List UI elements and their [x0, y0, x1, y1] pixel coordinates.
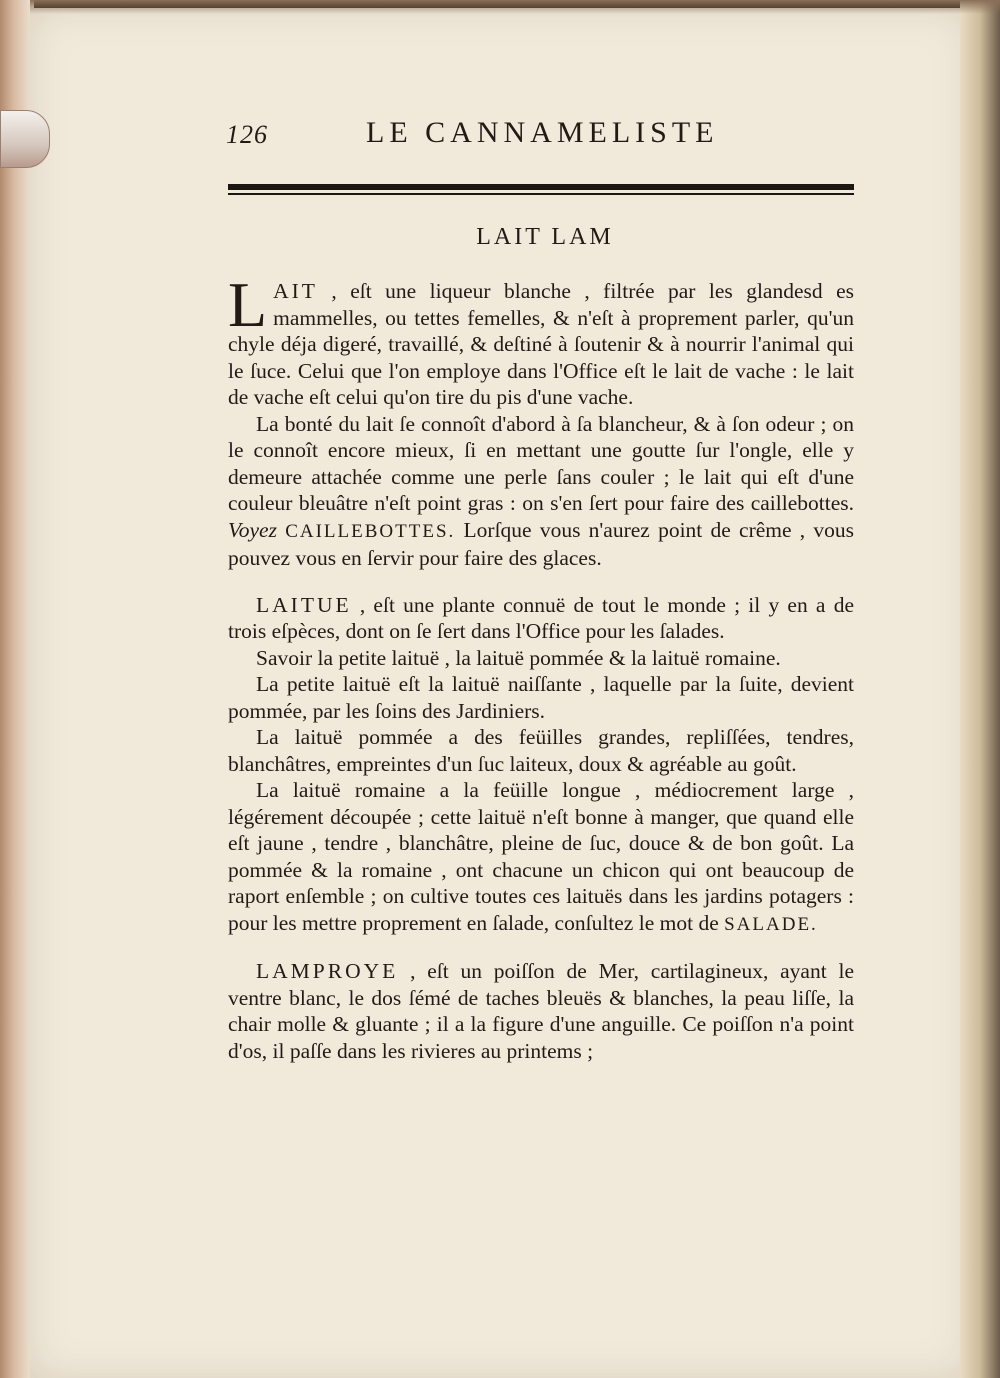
right-page-edge — [960, 0, 1000, 1378]
entry-separator — [228, 938, 854, 958]
book-title: LE CANNAMELISTE — [366, 116, 719, 149]
top-binding-shadow — [30, 0, 1000, 14]
entry-lait-text-2b: Lorſque vous n'aurez point de crême , vous pouvez vous en ſervir pour faire des glaces. — [228, 517, 855, 570]
entry-separator — [228, 572, 854, 592]
entry-laitue-text-1: , eſt une plante connuë de tout le monde ; il y en a de trois eſpèces, dont on ſe ſert dans l'Office pour les ſalades. — [228, 592, 854, 643]
left-page-edge — [0, 0, 34, 1378]
entry-lamproye-paragraph-1 — [228, 958, 854, 1064]
entry-lait-text-2a: La bonté du lait ſe connoît d'abord à ſa blancheur, & à ſon odeur ; on le connoît encore mieux, ſi en mettant une goutte ſur l'ongle, elle y demeure attachée comme une perle ſans couler ; le lait qui eſt d'une couleur bleuâtre n'eſt point gras : on s'en ſert pour faire des caillebottes. — [228, 411, 854, 515]
entry-lamproye-text-1: , eſt un poiſſon de Mer, cartilagineux, ayant le ventre blanc, le dos ſémé de taches bleuës & blanches, la peau liſſe, la chair molle & gluante ; il a la figure d'une anguille. Ce poiſſon n'a point d'os, il paſſe dans les rivieres au printems ; — [228, 959, 854, 1063]
entry-laitue-paragraph-3: La petite laituë eſt la laituë naiſſante , laquelle par la ſuite, devient pommée, par les ſoins des Jardiniers. — [228, 672, 854, 723]
entry-laitue-paragraph-4: La laituë pommée a des feüilles grandes, repliſſées, tendres, blanchâtres, empreintes d'un ſuc laiteux, doux & agréable au goût. — [228, 725, 854, 776]
page-number: 126 — [226, 120, 268, 149]
headword-laitue: LAITUE — [256, 592, 352, 617]
header-rule-thin — [228, 193, 854, 195]
guide-words: LAIT LAM — [476, 224, 614, 250]
running-head — [0, 112, 1000, 152]
entry-laitue-paragraph-5 — [228, 777, 854, 938]
entry-laitue-paragraph-1 — [228, 592, 854, 645]
entry-laitue-paragraph-2: Savoir la petite laituë , la laituë pommée & la laituë romaine. — [256, 645, 781, 670]
cross-reference-caillebottes: CAILLEBOTTES. — [285, 520, 456, 542]
cross-reference-salade: SALADE. — [724, 913, 818, 935]
headword-lait: AIT — [273, 279, 318, 303]
entry-lait-text-1: , eſt une liqueur blanche , filtrée par les glandesd es mammelles, ou tettes femelles, & n'eſt à proprement parler, qu'un chyle déja digeré, travaillé, & deſtiné à ſoutenir & à nourrir l'animal qui le ſuce. Celui que l'on employe dans l'Office eſt le lait de vache : le lait de vache eſt celui qu'on tire du pis d'une vache. — [228, 279, 855, 409]
entry-laitue-text-5: La laituë romaine a la feüille longue , médiocrement large , légérement découpée ; cette laituë n'eſt bonne à manger, que quand elle eſt jaune , tendre , blanchâtre, pleine de ſuc, douce & de bon goût. La pommée & la romaine , ont chacune un chicon qui ont beaucoup de raport enſemble ; on cultive toutes ces laituës dans les jardins potagers : pour les mettre proprement en ſalade, conſultez le mot de — [228, 778, 854, 935]
entry-lait-paragraph-1 — [228, 269, 855, 411]
header-rule-thick — [228, 184, 854, 190]
dictionary-text — [228, 269, 855, 1064]
drop-cap: L — [228, 269, 268, 340]
headword-lamproye: LAMPROYE — [256, 959, 399, 983]
entry-lait-paragraph-2 — [228, 411, 854, 572]
voyez-label: Voyez — [228, 517, 277, 542]
